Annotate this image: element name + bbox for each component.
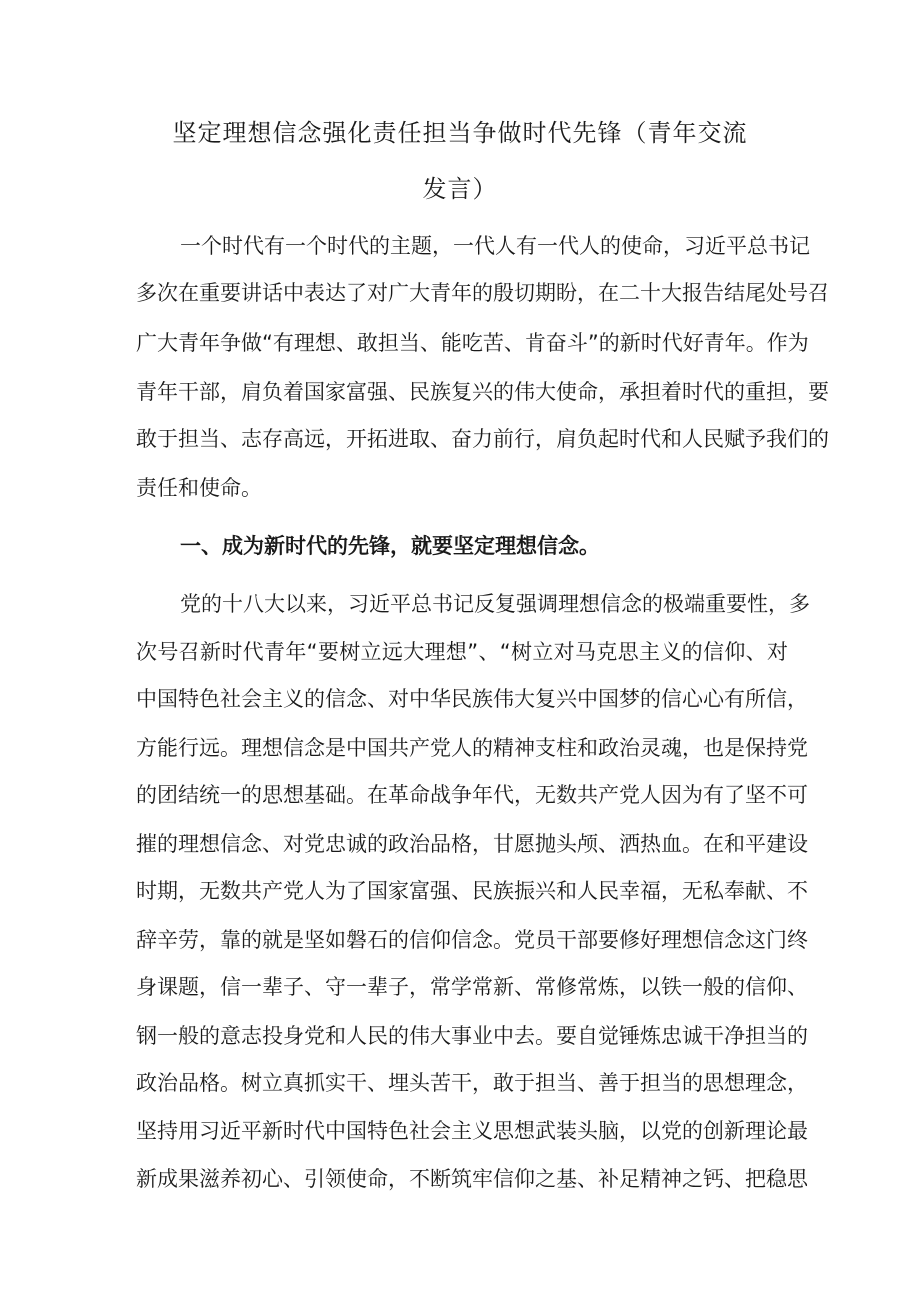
section-1-line-7: 时期，无数共产党人为了国家富强、民族振兴和人民幸福，无私奉献、不	[136, 879, 808, 903]
section-1-line-2: 次号召新时代青年“要树立远大理想”、“树立对马克思主义的信仰、对	[136, 640, 788, 664]
section-1-line-8: 辞辛劳，靠的就是坚如磐石的信仰信念。党员干部要修好理想信念这门终	[136, 928, 808, 952]
section-1-line-11: 政治品格。树立真抓实干、埋头苦干，敢于担当、善于担当的思想理念，	[136, 1071, 808, 1095]
intro-line-4: 青年干部，肩负着国家富强、民族复兴的伟大使命，承担着时代的重担，要	[136, 380, 829, 404]
document-title-line-1: 坚定理想信念强化责任担当争做时代先锋（青年交流	[172, 119, 748, 147]
intro-line-2: 多次在重要讲话中表达了对广大青年的殷切期盼，在二十大报告结尾处号召	[136, 281, 829, 305]
section-1-line-13: 新成果滋养初心、引领使命，不断筑牢信仰之基、补足精神之钙、把稳思	[136, 1167, 808, 1191]
intro-line-6: 责任和使命。	[136, 476, 262, 500]
intro-line-3: 广大青年争做“有理想、敢担当、能吃苦、肯奋斗”的新时代好青年。作为	[136, 331, 809, 355]
section-1-line-12: 坚持用习近平新时代中国特色社会主义思想武装头脑，以党的创新理论最	[136, 1119, 808, 1143]
section-1-heading: 一、成为新时代的先锋，就要坚定理想信念。	[180, 534, 600, 558]
section-1-line-4: 方能行远。理想信念是中国共产党人的精神支柱和政治灵魂，也是保持党	[136, 736, 808, 760]
intro-line-1: 一个时代有一个时代的主题，一代人有一代人的使命，习近平总书记	[180, 234, 810, 258]
section-1-line-6: 摧的理想信念、对党忠诚的政治品格，甘愿抛头颅、洒热血。在和平建设	[136, 832, 808, 856]
section-1-line-1: 党的十八大以来，习近平总书记反复强调理想信念的极端重要性，多	[180, 592, 810, 616]
section-1-line-3: 中国特色社会主义的信念、对中华民族伟大复兴中国梦的信心心有所信，	[136, 687, 808, 711]
document-title-line-2: 发言）	[422, 175, 498, 203]
section-1-line-10: 钢一般的意志投身党和人民的伟大事业中去。要自觉锤炼忠诚干净担当的	[136, 1024, 808, 1048]
section-1-line-9: 身课题，信一辈子、守一辈子，常学常新、常修常炼，以铁一般的信仰、	[136, 975, 808, 999]
intro-line-5: 敢于担当、志存高远，开拓进取、奋力前行，肩负起时代和人民赋予我们的	[136, 427, 829, 451]
section-1-line-5: 的团结统一的思想基础。在革命战争年代，无数共产党人因为有了坚不可	[136, 783, 808, 807]
